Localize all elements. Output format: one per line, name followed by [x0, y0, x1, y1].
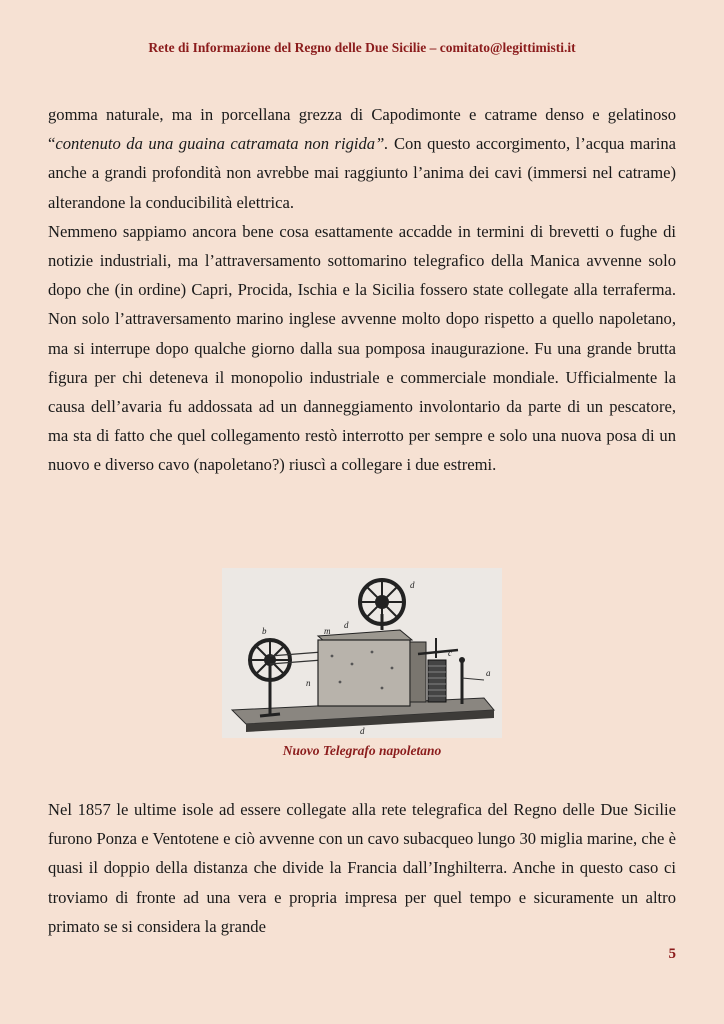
paragraph-2: Nemmeno sappiamo ancora bene cosa esattamente accadde in termini di brevetti o fughe di notizie industriali, ma l’attraversamento sottomarino telegrafico della Manica avvenne solo dopo che (in ordine) Capri, Procida, Ischia e la Sicilia fossero state collegate alla terraferma. Non solo l’attraversamento marino inglese avvenne molto dopo rispetto a quello napoletano, ma si interrupe dopo qualche giorno dalla sua pomposa inaugurazione. Fu una grande brutta figura per chi deteneva il monopolio industriale e commerciale mondiale. Ufficialmente la causa dell’avaria fu addossata ad un danneggiamento involontario da parte di un pescatore, ma sta di fatto che quel collegamento restò interrotto per sempre e solo una nuova posa di un nuovo e diverso cavo (napoletano?) riuscì a collegare i due estremi.	[48, 221, 676, 475]
figure-caption: Nuovo Telegrafo napoletano	[282, 743, 442, 758]
body-text-top	[48, 100, 676, 480]
figure-label: c	[448, 648, 452, 658]
telegraph-illustration	[222, 568, 502, 738]
page-header: Rete di Informazione del Regno delle Due Sicilie – comitato@legittimisti.it	[148, 40, 576, 55]
figure-label: n	[306, 678, 311, 688]
page-number: 5	[668, 946, 676, 962]
body-text-bottom	[48, 795, 676, 941]
paragraph-1-quote: contenuto da una guaina catramata non rigida”.	[55, 134, 389, 154]
paragraph-1	[48, 100, 676, 217]
figure-label: m	[324, 626, 331, 636]
paragraph-1-end: Con questo accorgimento, l’acqua marina anche a grandi profondità non avrebbe mai raggiunto l’anima dei cavi (immersi nel catrame) alterandone la conducibilità elettrica.	[48, 134, 676, 212]
figure-label: d	[410, 580, 415, 590]
figure-label: d	[344, 620, 349, 630]
figure-label: a	[486, 668, 491, 678]
paragraph-3: Nel 1857 le ultime isole ad essere collegate alla rete telegrafica del Regno delle Due Sicilie furono Ponza e Ventotene e ciò avvenne con un cavo subacqueo lungo 30 miglia marine, che è quasi il doppio della distanza che divide la Francia dall’Inghilterra. Anche in questo caso ci troviamo di fronte ad una vera e propria impresa per quel tempo e sicuramente un altro primato se si considera la grande	[48, 800, 676, 936]
paragraph-1-start: gomma naturale, ma in porcellana grezza di Capodimonte e catrame denso e gelatinoso “	[48, 105, 676, 154]
figure-label: b	[262, 626, 267, 636]
figure-label: d	[360, 726, 365, 736]
